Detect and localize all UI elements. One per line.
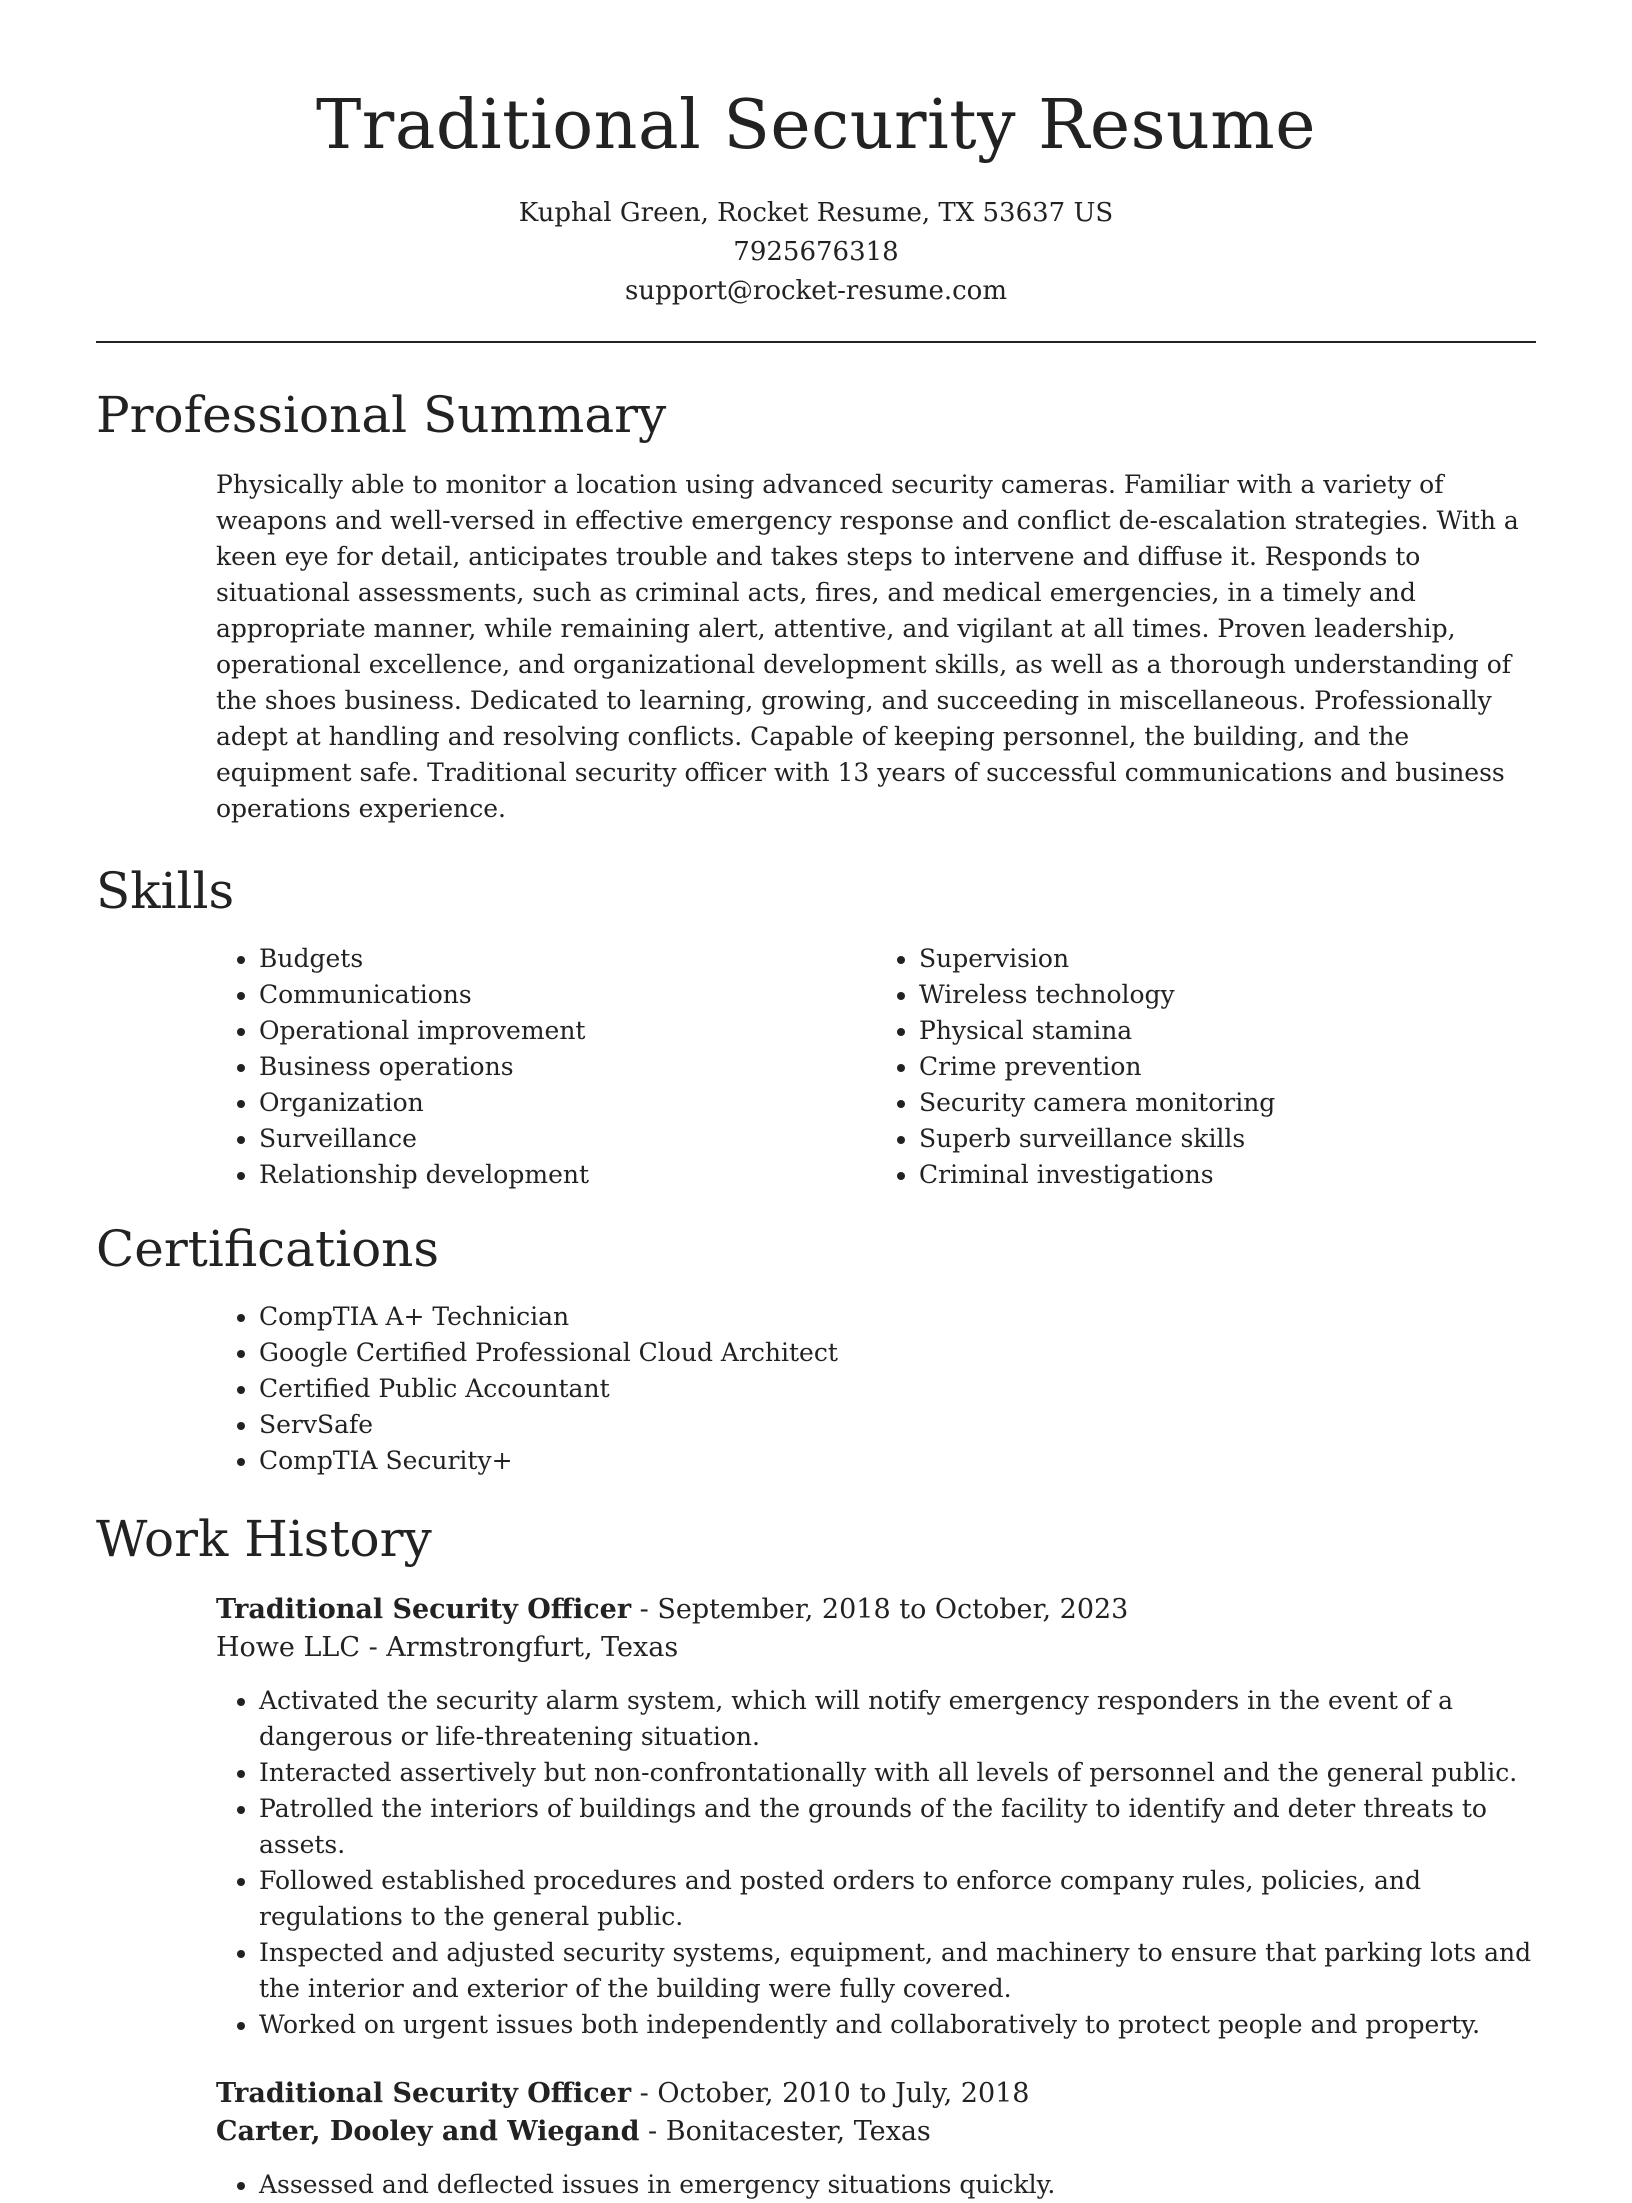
certification-item: • Google Certified Professional Cloud Architect [259, 1335, 1536, 1371]
skill-item: • Relationship development [259, 1157, 876, 1193]
skills-list-right [876, 941, 1536, 1193]
job-title: Traditional Security Officer [216, 1594, 632, 1625]
certification-item: • CompTIA Security+ [259, 1443, 1536, 1479]
skill-item: • Communications [259, 977, 876, 1013]
summary-heading: Professional Summary [96, 386, 667, 444]
contact-phone: 7925676318 [733, 237, 899, 267]
skill-item: • Operational improvement [259, 1013, 876, 1049]
skill-item: • Criminal investigations [919, 1157, 1536, 1193]
contact-email: support@rocket-resume.com [624, 276, 1007, 306]
skill-item: • Crime prevention [919, 1049, 1536, 1085]
contact-address: Kuphal Green, Rocket Resume, TX 53637 US [518, 198, 1114, 228]
job-dates: - October, 2010 to July, 2018 [631, 2078, 1030, 2109]
work-history-heading: Work History [96, 1510, 432, 1568]
job-bullet: • Activated the security alarm system, which will notify emergency responders in the event of a dangerous or life-threatening situation. [259, 1683, 1536, 1755]
skill-item: • Superb surveillance skills [919, 1121, 1536, 1157]
summary-section [96, 385, 1536, 827]
skill-item: • Physical stamina [919, 1013, 1536, 1049]
job-company: Carter, Dooley and Wiegand [216, 2116, 640, 2147]
certification-item: • ServSafe [259, 1407, 1536, 1443]
skill-item: • Wireless technology [919, 977, 1536, 1013]
summary-text: Physically able to monitor a location using advanced security cameras. Familiar with a variety of weapons and well-versed in effective emergency response and conflict de-escalation strategies. With a keen eye for detail, anticipates trouble and takes steps to intervene and diffuse it. Responds to situational assessments, such as criminal acts, fires, and medical emergencies, in a timely and appropriate manner, while remaining alert, attentive, and vigilant at all times. Proven leadership, operational excellence, and organizational development skills, as well as a thorough understanding of the shoes business. Dedicated to learning, growing, and succeeding in miscellaneous. Professionally adept at handling and resolving conflicts. Capable of keeping personnel, the building, and the equipment safe. Traditional security officer with 13 years of successful communications and business operations experience. [216, 470, 1519, 823]
job-location: - Armstrongfurt, Texas [360, 1632, 679, 1663]
job-company: Howe LLC [216, 1632, 360, 1663]
skill-item: • Surveillance [259, 1121, 876, 1157]
job-bullet: • Worked on urgent issues both independently and collaboratively to protect people and property. [259, 2007, 1536, 2043]
job-company-line [216, 2113, 1536, 2151]
certifications-heading: Certifications [96, 1220, 440, 1278]
job-entry [216, 2075, 1536, 2203]
job-bullet: • Interacted assertively but non-confrontationally with all levels of personnel and the general public. [259, 1755, 1536, 1791]
job-bullets [216, 1683, 1536, 2043]
certifications-section [96, 1219, 1536, 1479]
job-title-line [216, 1591, 1536, 1629]
skills-columns [216, 941, 1536, 1193]
job-entry [216, 1591, 1536, 2043]
skills-heading: Skills [96, 862, 235, 920]
certification-item: • Certified Public Accountant [259, 1371, 1536, 1407]
job-title: Traditional Security Officer [216, 2078, 632, 2109]
skill-item: • Budgets [259, 941, 876, 977]
skill-item: • Organization [259, 1085, 876, 1121]
resume-title: Traditional Security Resume [315, 86, 1317, 165]
job-dates: - September, 2018 to October, 2023 [631, 1594, 1129, 1625]
job-location: - Bonitacester, Texas [639, 2116, 931, 2147]
work-history-section [96, 1509, 1536, 2203]
header-divider [96, 341, 1536, 343]
job-company-line [216, 1629, 1536, 1667]
skill-item: • Supervision [919, 941, 1536, 977]
job-bullet: • Inspected and adjusted security systems, equipment, and machinery to ensure that parking lots and the interior and exterior of the building were fully covered. [259, 1935, 1536, 2007]
skill-item: • Security camera monitoring [919, 1085, 1536, 1121]
job-title-line [216, 2075, 1536, 2113]
job-bullet: • Patrolled the interiors of buildings and the grounds of the facility to identify and deter threats to assets. [259, 1791, 1536, 1863]
certification-item: • CompTIA A+ Technician [259, 1299, 1536, 1335]
job-bullet: • Assessed and deflected issues in emergency situations quickly. [259, 2167, 1536, 2203]
skills-section [96, 861, 1536, 1193]
skill-item: • Business operations [259, 1049, 876, 1085]
job-bullets [216, 2167, 1536, 2203]
contact-block [96, 194, 1536, 311]
skills-list-left [216, 941, 876, 1193]
certifications-list [216, 1299, 1536, 1479]
job-bullet: • Followed established procedures and posted orders to enforce company rules, policies, and regulations to the general public. [259, 1863, 1536, 1935]
